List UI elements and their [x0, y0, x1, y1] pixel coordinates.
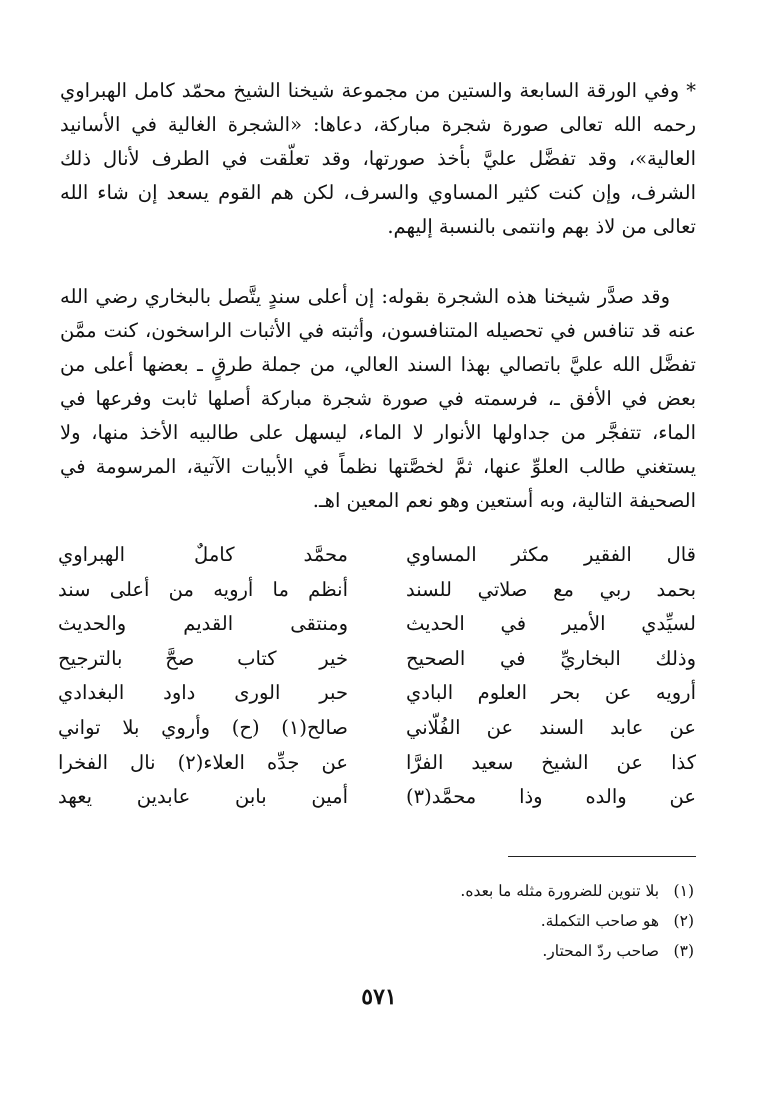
verse-line — [58, 676, 696, 711]
poem — [58, 538, 696, 815]
verse-second-hemistich: عن جدِّه العلاء(٢) نال الفخرا — [58, 750, 348, 774]
verse-second-hemistich: حبر الورى داود البغدادي — [58, 681, 348, 705]
footnote — [80, 936, 694, 966]
footnote-number: (١) — [673, 882, 694, 900]
footnote-text: هو صاحب التكملة. — [540, 912, 660, 930]
verse-first-hemistich: عن عابد السند عن الفُلّاني — [406, 715, 696, 739]
verse-line — [58, 711, 696, 746]
footnotes — [80, 876, 694, 966]
verse-second-hemistich: أمين بابن عابدين يعهد — [58, 785, 348, 809]
footnote-number: (٢) — [673, 912, 694, 930]
verse-line — [58, 607, 696, 642]
verse-first-hemistich: بحمد ربي مع صلاتي للسند — [406, 577, 696, 601]
verse-first-hemistich: لسيِّدي الأمير في الحديث — [406, 612, 696, 636]
verse-first-hemistich: قال الفقير مكثر المساوي — [406, 543, 696, 566]
verse-line — [58, 538, 696, 573]
verse-second-hemistich: ومنتقى القديم والحديث — [58, 612, 348, 636]
verse-first-hemistich: أرويه عن بحر العلوم البادي — [406, 681, 696, 705]
verse-line — [58, 780, 696, 815]
verse-line — [58, 746, 696, 781]
verse-second-hemistich: صالح(١) (ح) وأروي بلا تواني — [58, 715, 348, 739]
paragraph-1 — [60, 74, 696, 244]
verse-line — [58, 573, 696, 608]
verse-second-hemistich: أنظم ما أرويه من أعلى سند — [58, 577, 348, 601]
verse-second-hemistich: محمَّد كاملٌ الهبراوي — [58, 543, 348, 566]
paragraph-1-text: * وفي الورقة السابعة والستين من مجموعة شيخنا الشيخ محمّد كامل الهبراوي رحمه الله تعالى صورة شجرة مباركة، دعاها: «الشجرة الغالية في الأسانيد العالية»، وقد تفضَّل عليَّ بأخذ صورتها، وقد تعلّقت في الطرف لأنال ذلك الشرف، وإن كنت كثير المساوي والسرف، لكن هم القوم يسعد إن شاء الله تعالى من لاذ بهم وانتمى بالنسبة إليهم. — [60, 79, 696, 238]
footnote-number: (٣) — [673, 942, 694, 960]
page-number: ٥٧١ — [361, 984, 397, 1010]
footnote — [80, 876, 694, 906]
verse-first-hemistich: عن والده وذا محمَّد(٣) — [406, 785, 696, 809]
footnote — [80, 906, 694, 936]
footnote-text: صاحب ردّ المحتار. — [542, 942, 660, 960]
footnote-separator — [508, 856, 696, 857]
footnote-text: بلا تنوين للضرورة مثله ما بعده. — [460, 882, 660, 900]
paragraph-2-text: وقد صدَّر شيخنا هذه الشجرة بقوله: إن أعلى سندٍ يتَّصل بالبخاري رضي الله عنه قد تنافس في تحصيله المتنافسون، وأثبته في الأثبات الراسخون، كنت ممَّن تفضَّل الله عليَّ باتصالي بهذا السند العالي، من جملة طرقٍ ـ بعضها أعلى من بعض في الأفق ـ، فرسمته في صورة شجرة مباركة أصلها ثابت وفرعها في الماء، تتفجَّر من جداولها الأنوار لا الماء، ليسهل على طالبيه الأخذ منها، ولا يستغني طالب العلوِّ عنها، ثمَّ لخصَّتها نظماً في الأبيات الآتية، المرسومة في الصحيفة التالية، وبه أستعين وهو نعم المعين اهـ. — [60, 285, 697, 512]
paragraph-2 — [60, 280, 696, 518]
verse-line — [58, 642, 696, 677]
verse-first-hemistich: كذا عن الشيخ سعيد الفرَّا — [406, 750, 696, 774]
verse-first-hemistich: وذلك البخاريِّ في الصحيح — [406, 646, 696, 670]
verse-second-hemistich: خير كتاب صحَّ بالترجيح — [58, 646, 348, 670]
